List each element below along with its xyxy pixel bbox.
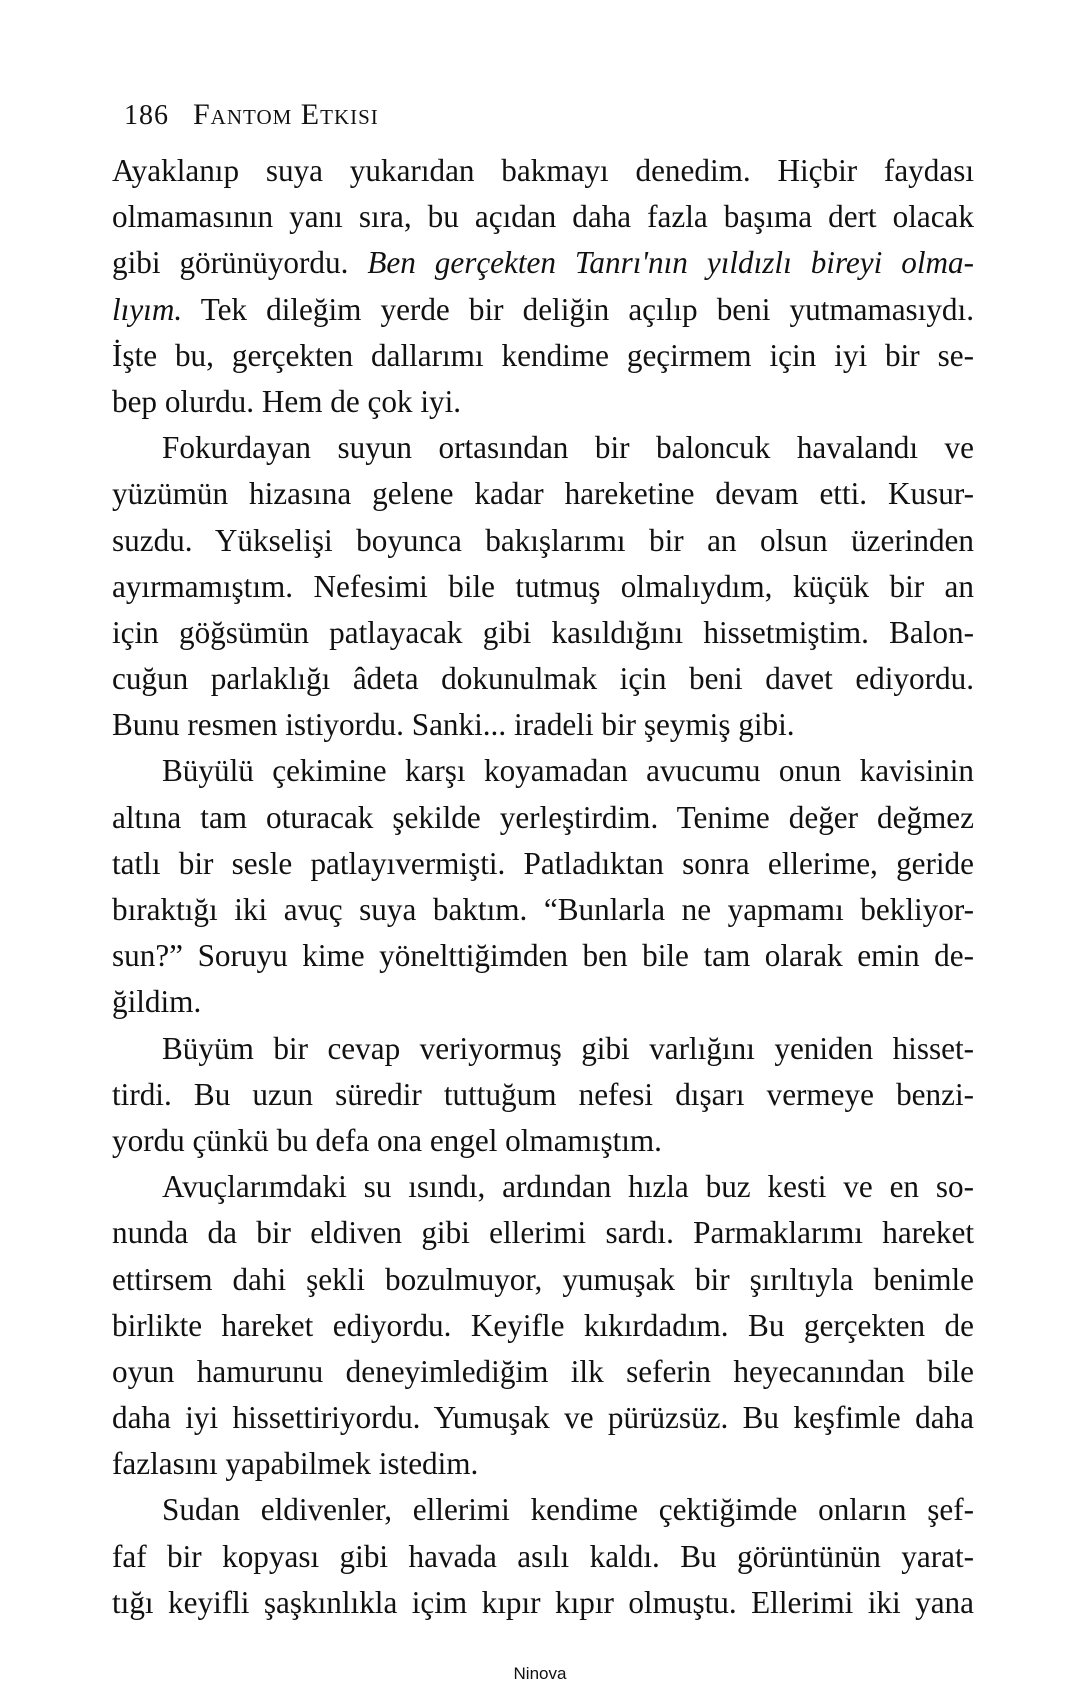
text-segment: fazlasını yapabilmek istedim. — [112, 1446, 479, 1482]
text-segment: Büyülü çekimine karşı koyamadan avucumu onun kavisinin — [162, 753, 974, 789]
text-line — [112, 748, 974, 794]
text-segment: için göğsümün patlayacak gibi kasıldığını hissetmiştim. Balon- — [112, 614, 974, 650]
text-segment: gibi görünüyordu. — [112, 245, 368, 281]
text-line — [112, 1210, 974, 1256]
text-segment: sun?” Soruyu kime yönelttiğimden ben bile tam olarak emin de- — [112, 938, 974, 974]
text-line — [112, 194, 974, 240]
text-line — [112, 933, 974, 979]
text-segment: birlikte hareket ediyordu. Keyifle kıkırdadım. Bu gerçekten de — [112, 1307, 974, 1343]
text-segment: cuğun parlaklığı âdeta dokunulmak için beni davet ediyordu. — [112, 661, 974, 697]
text-line — [112, 471, 974, 517]
text-line — [112, 1441, 974, 1487]
text-line — [112, 795, 974, 841]
text-line — [112, 1349, 974, 1395]
text-segment: yordu çünkü bu defa ona engel olmamıştım. — [112, 1122, 662, 1158]
text-line — [112, 702, 974, 748]
text-line — [112, 1534, 974, 1580]
book-title: Fantom Etkisi — [193, 98, 379, 131]
text-segment: altına tam oturacak şekilde yerleştirdim. Tenime değer değmez — [112, 799, 974, 835]
text-segment: nunda da bir eldiven gibi ellerimi sardı. Parmaklarımı hareket — [112, 1215, 974, 1251]
paragraph — [112, 1164, 974, 1487]
text-segment: tatlı bir sesle patlayıvermişti. Patladıktan sonra ellerime, geride — [112, 845, 974, 881]
text-line — [112, 287, 974, 333]
text-segment: suzdu. Yükselişi boyunca bakışlarımı bir an olsun üzerinden — [112, 522, 974, 558]
text-line — [112, 1487, 974, 1533]
body-text — [112, 148, 974, 1626]
text-segment: bıraktığı iki avuç suya baktım. “Bunlarla ne yapmamı bekliyor- — [112, 892, 974, 927]
text-segment: İşte bu, gerçekten dallarımı kendime geçirmem için iyi bir se- — [112, 337, 974, 373]
paragraph — [112, 748, 974, 1025]
paragraph — [112, 148, 974, 425]
text-line — [112, 379, 974, 425]
italic-text: lıyım. — [112, 291, 183, 327]
text-line — [112, 148, 974, 194]
text-line — [112, 887, 974, 933]
text-line — [112, 333, 974, 379]
text-segment: yüzümün hizasına gelene kadar hareketine devam etti. Kusur- — [112, 476, 974, 512]
text-line — [112, 518, 974, 564]
paragraph — [112, 425, 974, 748]
text-segment: Sudan eldivenler, ellerimi kendime çektiğimde onların şef- — [162, 1492, 974, 1528]
text-line — [112, 1164, 974, 1210]
text-segment: ettirsem dahi şekli bozulmuyor, yumuşak bir şırıltıyla benimle — [112, 1261, 974, 1297]
text-line — [112, 425, 974, 471]
text-segment: Avuçlarımdaki su ısındı, ardından hızla buz kesti ve en so- — [162, 1169, 974, 1205]
text-line — [112, 1072, 974, 1118]
text-segment: Fokurdayan suyun ortasından bir baloncuk havalandı ve — [162, 430, 974, 466]
text-segment: daha iyi hissettiriyordu. Yumuşak ve pürüzsüz. Bu keşfimle daha — [112, 1400, 974, 1436]
text-segment: ğildim. — [112, 984, 202, 1020]
text-segment: ayırmamıştım. Nefesimi bile tutmuş olmalıydım, küçük bir an — [112, 568, 974, 604]
text-line — [112, 1303, 974, 1349]
text-line — [112, 1118, 974, 1164]
text-line — [112, 1026, 974, 1072]
text-segment: tığı keyifli şaşkınlıkla içim kıpır kıpır olmuştu. Ellerimi iki yana — [112, 1584, 974, 1620]
text-segment: olmamasının yanı sıra, bu açıdan daha fazla başıma dert olacak — [112, 199, 974, 235]
text-line — [112, 979, 974, 1025]
text-line — [112, 564, 974, 610]
text-segment: Büyüm bir cevap veriyormuş gibi varlığını yeniden hisset- — [162, 1030, 974, 1066]
paragraph — [112, 1487, 974, 1626]
running-head — [124, 98, 379, 132]
text-segment: Bunu resmen istiyordu. Sanki... iradeli bir şeymiş gibi. — [112, 707, 795, 743]
italic-text: Ben gerçekten Tanrı'nın yıldızlı bireyi olma- — [367, 245, 974, 281]
text-segment: Ayaklanıp suya yukarıdan bakmayı denedim. Hiçbir faydası — [112, 153, 974, 188]
text-line — [112, 610, 974, 656]
page-number: 186 — [124, 100, 169, 131]
text-line — [112, 1580, 974, 1626]
text-segment: faf bir kopyası gibi havada asılı kaldı. Bu görüntünün yarat- — [112, 1538, 974, 1574]
text-line — [112, 240, 974, 286]
text-line — [112, 841, 974, 887]
text-line — [112, 1395, 974, 1441]
text-line — [112, 1257, 974, 1303]
text-segment: oyun hamurunu deneyimlediğim ilk seferin heyecanından bile — [112, 1353, 974, 1389]
text-segment: Tek dileğim yerde bir deliğin açılıp beni yutmamasıydı. — [182, 291, 974, 327]
text-segment: bep olurdu. Hem de çok iyi. — [112, 383, 462, 419]
text-line — [112, 656, 974, 702]
text-segment: tirdi. Bu uzun süredir tuttuğum nefesi dışarı vermeye benzi- — [112, 1076, 974, 1112]
paragraph — [112, 1026, 974, 1165]
publisher-footer: Ninova — [513, 1664, 567, 1683]
